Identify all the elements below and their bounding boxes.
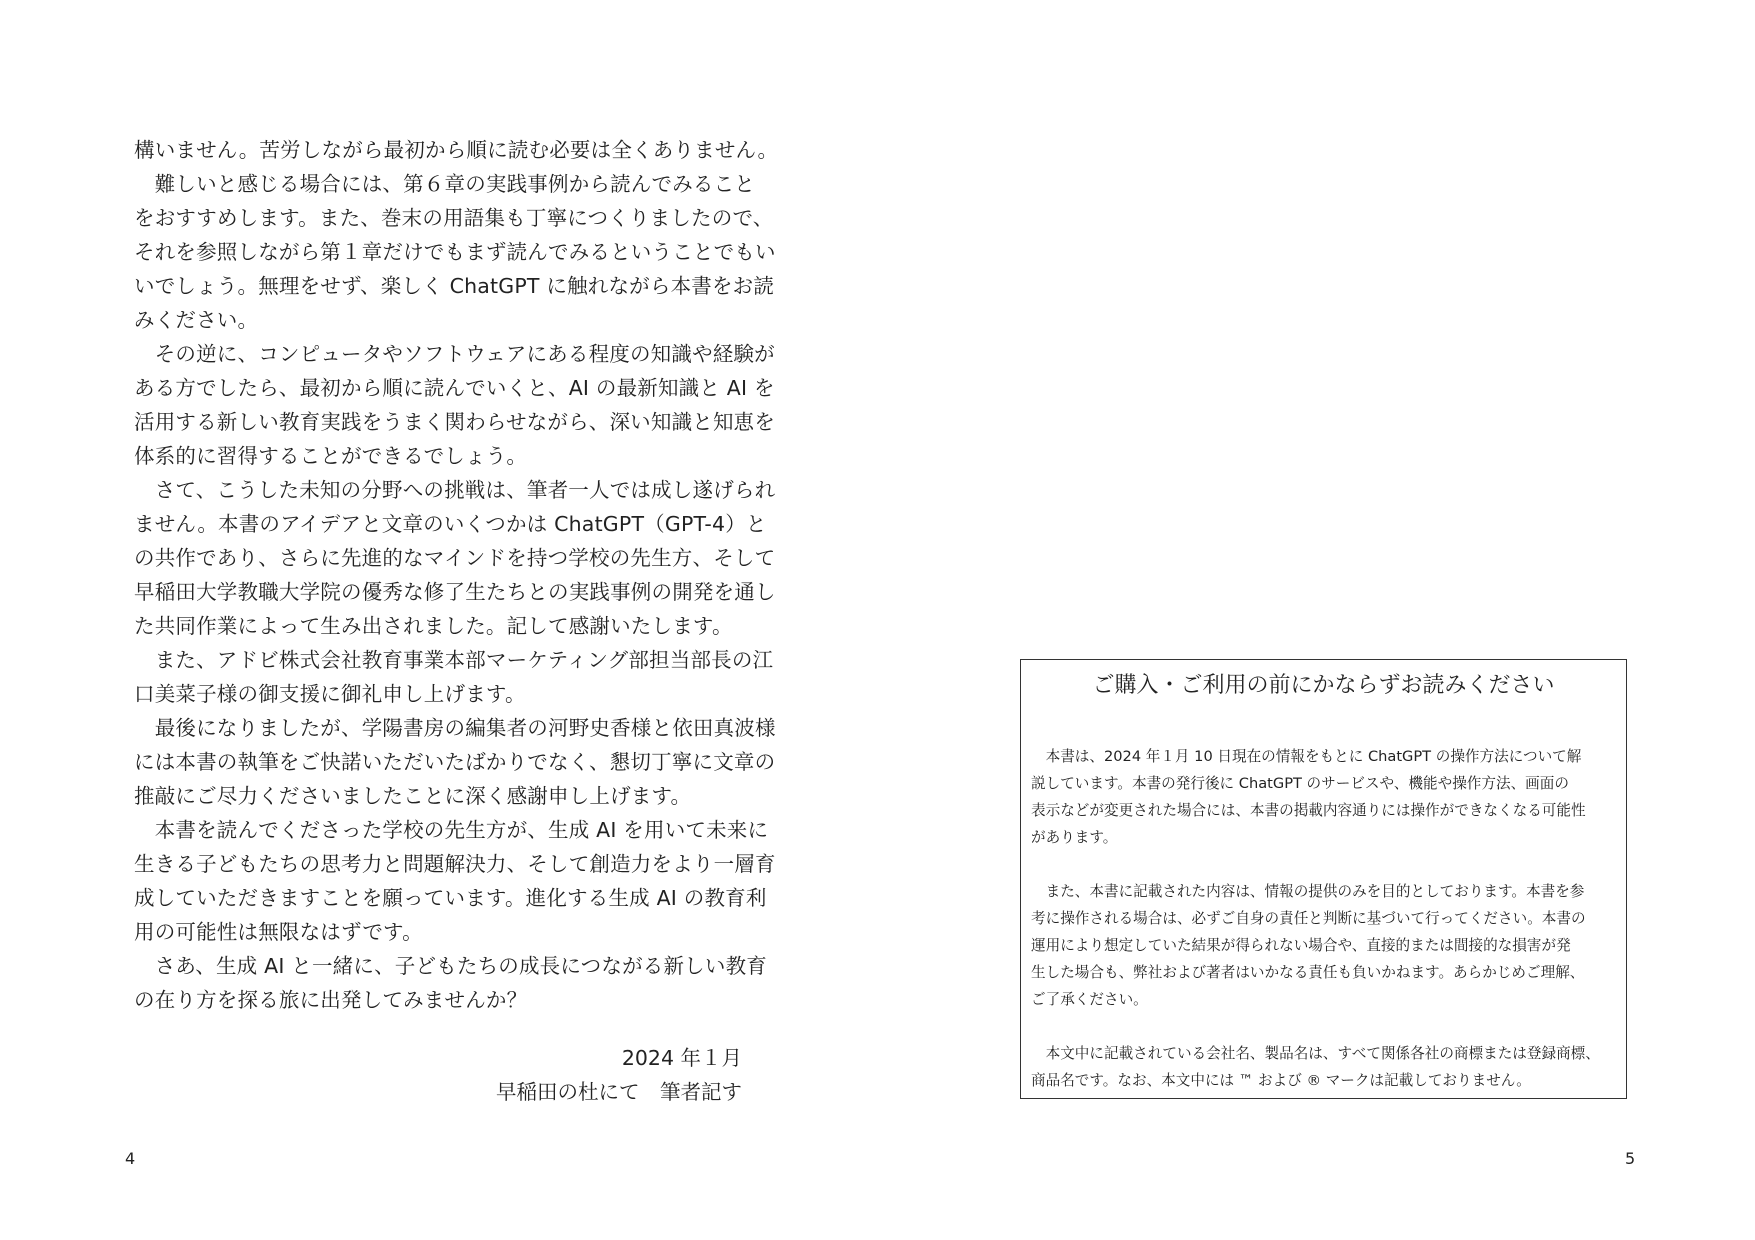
notice-paragraph bbox=[1031, 1040, 1619, 1094]
body-line: ある方でしたら、最初から順に読んでいくと、AI の最新知識と AI を bbox=[134, 376, 775, 400]
notice-line: ご了承ください。 bbox=[1031, 991, 1148, 1008]
body-line: 活用する新しい教育実践をうまく関わらせながら、深い知識と知恵を bbox=[134, 410, 776, 434]
body-line: また、アドビ株式会社教育事業本部マーケティング部担当部長の江 bbox=[134, 648, 774, 672]
notice-box bbox=[1020, 659, 1627, 1099]
notice-line: 商品名です。なお、本文中には ™ および ® マークは記載しておりません。 bbox=[1031, 1072, 1531, 1089]
body-line: 推敲にご尽力くださいましたことに深く感謝申し上げます。 bbox=[134, 784, 692, 808]
notice-line: 本書は、2024 年１月 10 日現在の情報をもとに ChatGPT の操作方法について解 bbox=[1031, 748, 1582, 765]
body-line: それを参照しながら第１章だけでもまず読んでみるということでもい bbox=[134, 240, 776, 264]
page-number-right: 5 bbox=[1625, 1149, 1636, 1168]
body-line: 口美菜子様の御支援に御礼申し上げます。 bbox=[134, 682, 526, 706]
body-line: の在り方を探る旅に出発してみませんか？ bbox=[134, 988, 528, 1012]
notice-line: 運用により想定していた結果が得られない場合や、直接的または間接的な損害が発 bbox=[1031, 937, 1571, 954]
body-line: さて、こうした未知の分野への挑戦は、筆者一人では成し遂げられ bbox=[134, 478, 776, 502]
body-line: 早稲田大学教職大学院の優秀な修了生たちとの実践事例の開発を通し bbox=[134, 580, 776, 604]
notice-line: 生した場合も、弊社および著者はいかなる責任も負いかねます。あらかじめご理解、 bbox=[1031, 964, 1585, 981]
signature-date: 2024 年１月 bbox=[621, 1046, 742, 1070]
body-line: をおすすめします。また、巻末の用語集も丁寧につくりましたので、 bbox=[134, 206, 774, 230]
body-line: 本書を読んでくださった学校の先生方が、生成 AI を用いて未来に bbox=[134, 818, 769, 842]
body-text bbox=[134, 133, 779, 1017]
notice-paragraph bbox=[1031, 878, 1619, 1013]
notice-line: があります。 bbox=[1031, 829, 1118, 846]
body-line: ません。本書のアイデアと文章のいくつかは ChatGPT（GPT-4）と bbox=[134, 512, 767, 536]
body-line: 最後になりましたが、学陽書房の編集者の河野史香様と依田真波様 bbox=[134, 716, 776, 740]
notice-line: 説しています。本書の発行後に ChatGPT のサービスや、機能や操作方法、画面の bbox=[1031, 775, 1569, 792]
author-signature bbox=[420, 1041, 742, 1109]
left-page bbox=[0, 0, 877, 1240]
body-line: の共作であり、さらに先進的なマインドを持つ学校の先生方、そして bbox=[134, 546, 776, 570]
body-line: いでしょう。無理をせず、楽しく ChatGPT に触れながら本書をお読 bbox=[134, 274, 775, 298]
page-number-left: 4 bbox=[125, 1149, 136, 1168]
body-line: 用の可能性は無限なはずです。 bbox=[134, 920, 423, 944]
notice-title: ご購入・ご利用の前にかならずお読みください bbox=[1092, 673, 1555, 698]
body-line: 難しいと感じる場合には、第６章の実践事例から読んでみること bbox=[134, 172, 755, 196]
body-line: 成していただきますことを願っています。進化する生成 AI の教育利 bbox=[134, 886, 767, 910]
body-line: 生きる子どもたちの思考力と問題解決力、そして創造力をより一層育 bbox=[134, 852, 776, 876]
notice-line: また、本書に記載された内容は、情報の提供のみを目的としております。本書を参 bbox=[1031, 883, 1585, 900]
signature-place: 早稲田の杜にて 筆者記す bbox=[496, 1080, 742, 1104]
notice-line: 考に操作される場合は、必ずご自身の責任と判断に基づいて行ってください。本書の bbox=[1031, 910, 1586, 927]
body-line: 構いません。苦労しながら最初から順に読む必要は全くありません。 bbox=[134, 138, 779, 162]
body-line: 体系的に習得することができるでしょう。 bbox=[134, 444, 528, 468]
body-line: には本書の執筆をご快諾いただいたばかりでなく、懇切丁寧に文章の bbox=[134, 750, 776, 774]
body-line: その逆に、コンピュータやソフトウェアにある程度の知識や経験が bbox=[134, 342, 775, 366]
body-line: みください。 bbox=[134, 308, 259, 332]
notice-line: 本文中に記載されている会社名、製品名は、すべて関係各社の商標または登録商標、 bbox=[1031, 1045, 1600, 1062]
notice-line: 表示などが変更された場合には、本書の掲載内容通りには操作ができなくなる可能性 bbox=[1031, 802, 1586, 819]
body-line: さあ、生成 AI と一緒に、子どもたちの成長につながる新しい教育 bbox=[134, 954, 767, 978]
notice-body bbox=[1031, 743, 1619, 1094]
notice-paragraph bbox=[1031, 743, 1619, 851]
body-line: た共同作業によって生み出されました。記して感謝いたします。 bbox=[134, 614, 733, 638]
